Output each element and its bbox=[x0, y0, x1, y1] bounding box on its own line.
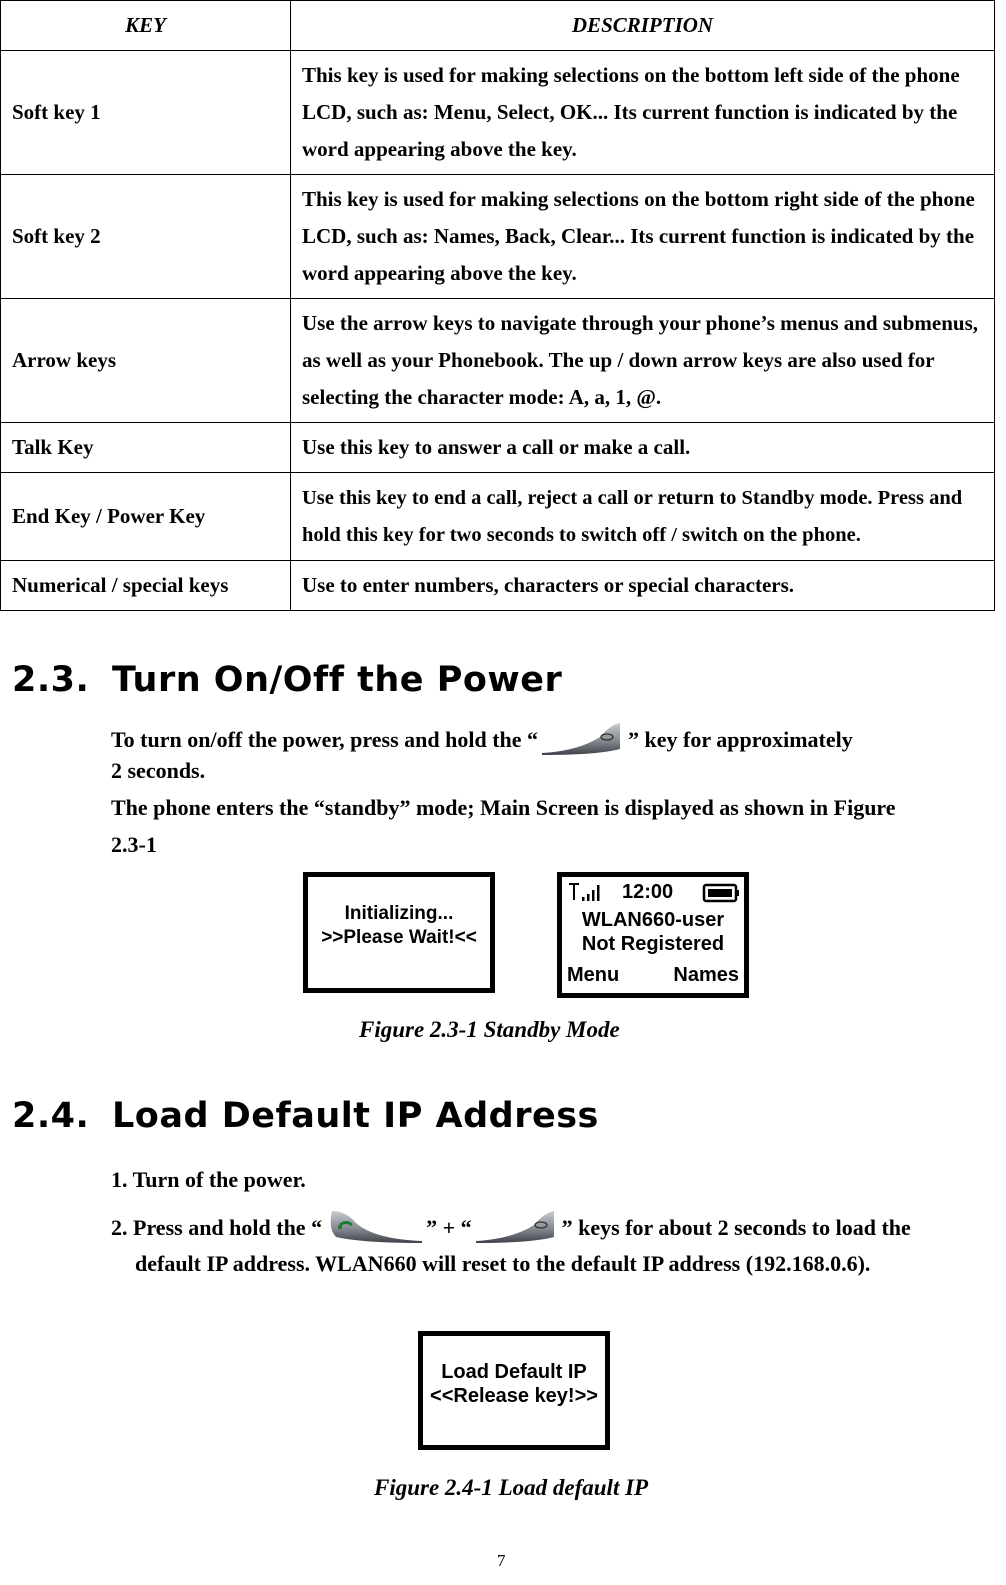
key-cell: End Key / Power Key bbox=[1, 473, 291, 561]
table-row bbox=[1, 423, 995, 473]
lcd-line: Initializing... bbox=[344, 903, 454, 924]
section-heading-2-4 bbox=[12, 1096, 599, 1136]
step-line: default IP address. WLAN660 will reset to the default IP address (192.168.0.6). bbox=[135, 1251, 871, 1276]
step-text: ” keys for about 2 seconds to load the bbox=[561, 1215, 911, 1241]
description-cell: Use to enter numbers, characters or special characters. bbox=[291, 561, 995, 611]
table-row bbox=[1, 175, 995, 299]
section-title: Turn On/Off the Power bbox=[112, 660, 563, 700]
table-row bbox=[1, 473, 995, 561]
description-cell: Use the arrow keys to navigate through your phone’s menus and submenus, as well as your Phonebook. The up / down arrow keys are also used for selecting the character mode: A, a, 1, @. bbox=[291, 299, 995, 423]
table-header-row bbox=[1, 1, 995, 51]
lcd-user-name: WLAN660-user bbox=[581, 909, 725, 931]
section-number: 2.4. bbox=[12, 1096, 90, 1136]
column-header-description: DESCRIPTION bbox=[291, 1, 995, 51]
step-text: 2. Press and hold the “ bbox=[111, 1215, 323, 1241]
column-header-key: KEY bbox=[1, 1, 291, 51]
lcd-line: <<Release key!>> bbox=[430, 1385, 598, 1407]
lcd-registration-status: Not Registered bbox=[581, 933, 725, 955]
signal-strength-icon bbox=[567, 882, 607, 910]
lcd-initializing-screen bbox=[303, 872, 495, 993]
instruction-text: ” key for approximately bbox=[628, 727, 853, 753]
instruction-line: The phone enters the “standby” mode; Main Screen is displayed as shown in Figure bbox=[111, 795, 896, 820]
end-power-key-icon bbox=[538, 719, 628, 765]
step-line bbox=[111, 1207, 911, 1253]
instruction-line bbox=[111, 719, 853, 765]
lcd-load-default-ip-screen bbox=[418, 1331, 610, 1450]
key-cell: Arrow keys bbox=[1, 299, 291, 423]
step-text: ” + “ bbox=[426, 1215, 472, 1241]
end-power-key-icon bbox=[472, 1207, 562, 1253]
description-cell: This key is used for making selections on the bottom left side of the phone LCD, such as: Menu, Select, OK... Its current function is indicated by the word appearing above the key. bbox=[291, 51, 995, 175]
key-description-table bbox=[0, 0, 995, 611]
table-row bbox=[1, 299, 995, 423]
key-cell: Soft key 2 bbox=[1, 175, 291, 299]
description-cell: Use this key to end a call, reject a call or return to Standby mode. Press and hold this key for two seconds to switch off / switch on the phone. bbox=[291, 473, 995, 561]
figure-caption: Figure 2.3-1 Standby Mode bbox=[359, 1017, 620, 1042]
key-cell: Soft key 1 bbox=[1, 51, 291, 175]
instruction-line: 2.3-1 bbox=[111, 832, 157, 857]
section-number: 2.3. bbox=[12, 660, 90, 700]
table-row bbox=[1, 51, 995, 175]
table-row bbox=[1, 561, 995, 611]
description-cell: This key is used for making selections on the bottom right side of the phone LCD, such as: Names, Back, Clear... Its current function is indicated by the word appearing above the key. bbox=[291, 175, 995, 299]
section-heading-2-3 bbox=[12, 660, 562, 700]
page-number: 7 bbox=[497, 1551, 506, 1570]
figure-caption: Figure 2.4-1 Load default IP bbox=[374, 1475, 649, 1500]
clock-time: 12:00 bbox=[622, 881, 674, 903]
soft-key-label-names: Names bbox=[673, 964, 739, 986]
soft-key-label-menu: Menu bbox=[567, 964, 620, 986]
section-title: Load Default IP Address bbox=[112, 1096, 599, 1136]
description-cell: Use this key to answer a call or make a call. bbox=[291, 423, 995, 473]
lcd-standby-screen bbox=[557, 872, 749, 998]
step-line: 1. Turn of the power. bbox=[111, 1167, 306, 1192]
lcd-line: Load Default IP bbox=[441, 1361, 587, 1383]
instruction-text: To turn on/off the power, press and hold the “ bbox=[111, 727, 539, 753]
key-cell: Talk Key bbox=[1, 423, 291, 473]
lcd-line: >>Please Wait!<< bbox=[321, 927, 477, 948]
talk-key-icon bbox=[322, 1207, 426, 1253]
battery-icon bbox=[702, 883, 740, 909]
instruction-line: 2 seconds. bbox=[111, 758, 206, 783]
key-cell: Numerical / special keys bbox=[1, 561, 291, 611]
